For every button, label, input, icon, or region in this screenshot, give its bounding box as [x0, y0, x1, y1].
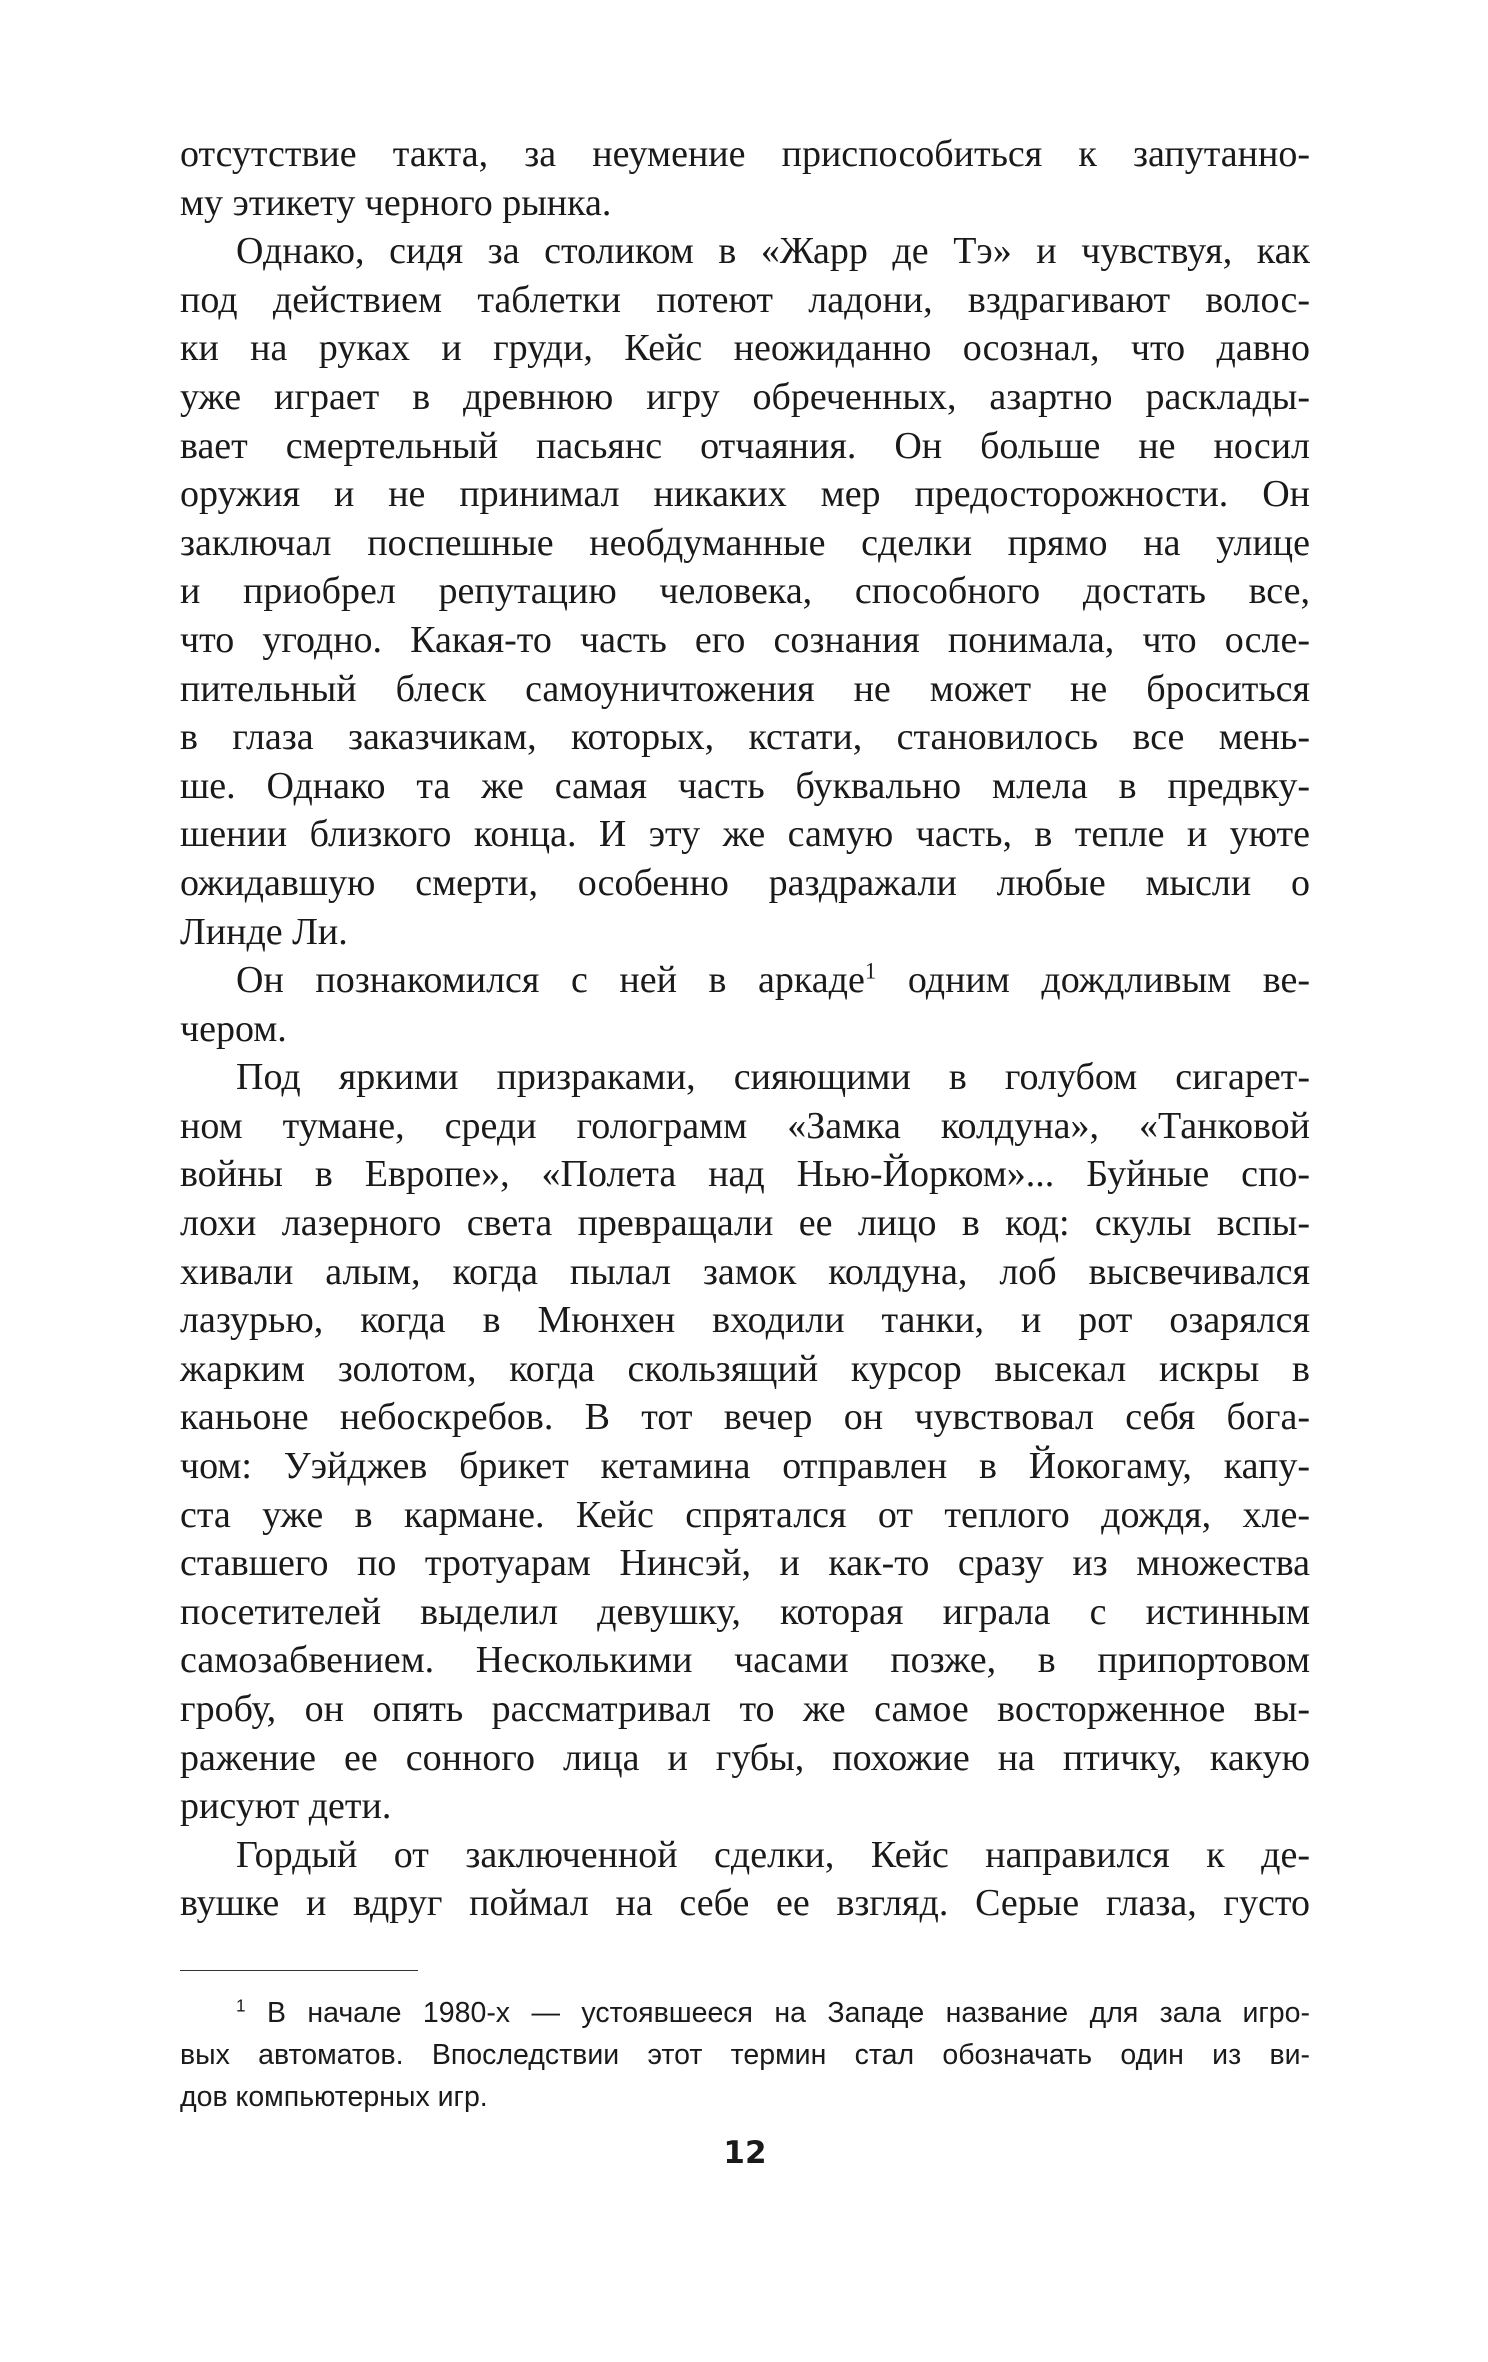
- text-line: чом: Уэйджев брикет кетамина отправлен в Йокогаму, капу-: [180, 1445, 1310, 1488]
- text-line: самозабвением. Несколькими часами позже, в припортовом: [180, 1639, 1310, 1682]
- text-line: чером.: [180, 1007, 287, 1050]
- text-line: в глаза заказчикам, которых, кстати, становилось все мень-: [180, 716, 1310, 759]
- text-line: посетителей выделил девушку, которая играла с истинным: [180, 1590, 1310, 1633]
- text-line: ражение ее сонного лица и губы, похожие на птичку, какую: [180, 1736, 1310, 1779]
- book-page: [180, 130, 1310, 2330]
- footnote-text: В начале 1980-х — устоявшееся на Западе название для зала игро-: [266, 1997, 1310, 2029]
- text-line: лохи лазерного света превращали ее лицо в код: скулы вспы-: [180, 1202, 1310, 1245]
- page-number: 12: [723, 2135, 767, 2171]
- footnote-number: 1: [236, 1996, 246, 2016]
- text-line: ста уже в кармане. Кейс спрятался от теплого дождя, хле-: [180, 1493, 1310, 1536]
- paragraph-5: [180, 1831, 1310, 1928]
- text-line: жарким золотом, когда скользящий курсор высекал искры в: [180, 1347, 1310, 1390]
- text-line: Гордый от заключенной сделки, Кейс направился к де-: [236, 1833, 1310, 1876]
- text-line: Линде Ли.: [180, 910, 348, 953]
- text-line: рисуют дети.: [180, 1785, 392, 1828]
- footnote-line: [180, 1992, 1310, 2034]
- text-segment: одним дождливым ве-: [876, 959, 1310, 1002]
- text-line: что угодно. Какая-то часть его сознания понимала, что осле-: [180, 618, 1310, 661]
- footnote-marker: 1: [864, 958, 877, 984]
- text-line: му этикету черного рынка.: [180, 181, 612, 224]
- text-line: [180, 956, 1310, 1005]
- text-line: ставшего по тротуарам Нинсэй, и как-то сразу из множества: [180, 1542, 1310, 1585]
- footnote: [180, 1992, 1310, 2118]
- text-line: хивали алым, когда пылал замок колдуна, лоб высвечивался: [180, 1250, 1310, 1293]
- text-line: вушке и вдруг поймал на себе ее взгляд. Серые глаза, густо: [180, 1882, 1310, 1925]
- paragraph-3: [180, 956, 1310, 1053]
- text-line: оружия и не принимал никаких мер предосторожности. Он: [180, 473, 1310, 516]
- text-line: ном тумане, среди голограмм «Замка колдуна», «Танковой: [180, 1104, 1310, 1147]
- text-line: вает смертельный пасьянс отчаяния. Он больше не носил: [180, 424, 1310, 467]
- body-text: [180, 130, 1310, 1928]
- footnote-divider: [180, 1970, 418, 1971]
- text-line: гробу, он опять рассматривал то же самое восторженное вы-: [180, 1688, 1310, 1730]
- paragraph-4: [180, 1053, 1310, 1831]
- text-line: Под яркими призраками, сияющими в голубом сигарет-: [236, 1056, 1310, 1099]
- text-line: ше. Однако та же самая часть буквально млела в предвку-: [180, 764, 1310, 807]
- footnote-line: дов компьютерных игр.: [180, 2081, 488, 2113]
- text-segment: Он познакомился с ней в аркаде: [236, 959, 865, 1002]
- text-line: ки на руках и груди, Кейс неожиданно осознал, что давно: [180, 327, 1310, 370]
- footnote-line: вых автоматов. Впоследствии этот термин стал обозначать один из ви-: [180, 2039, 1310, 2071]
- text-line: войны в Европе», «Полета над Нью-Йорком»... Буйные спо-: [180, 1153, 1310, 1196]
- paragraph-1: [180, 130, 1310, 227]
- text-line: и приобрел репутацию человека, способного достать все,: [180, 570, 1310, 613]
- text-line: заключал поспешные необдуманные сделки прямо на улице: [180, 521, 1310, 564]
- text-line: уже играет в древнюю игру обреченных, азартно расклады-: [180, 375, 1310, 418]
- text-line: под действием таблетки потеют ладони, вздрагивают волос-: [180, 278, 1310, 321]
- text-line: пительный блеск самоуничтожения не может не броситься: [180, 667, 1310, 710]
- text-line: отсутствие такта, за неумение приспособиться к запутанно-: [180, 133, 1310, 175]
- text-line: ожидавшую смерти, особенно раздражали любые мысли о: [180, 861, 1310, 904]
- text-line: Однако, сидя за столиком в «Жарр де Тэ» и чувствуя, как: [236, 230, 1310, 273]
- paragraph-2: [180, 227, 1310, 956]
- text-line: лазурью, когда в Мюнхен входили танки, и рот озарялся: [180, 1299, 1310, 1342]
- text-line: каньоне небоскребов. В тот вечер он чувствовал себя бога-: [180, 1396, 1310, 1439]
- text-line: шении близкого конца. И эту же самую часть, в тепле и уюте: [180, 813, 1310, 856]
